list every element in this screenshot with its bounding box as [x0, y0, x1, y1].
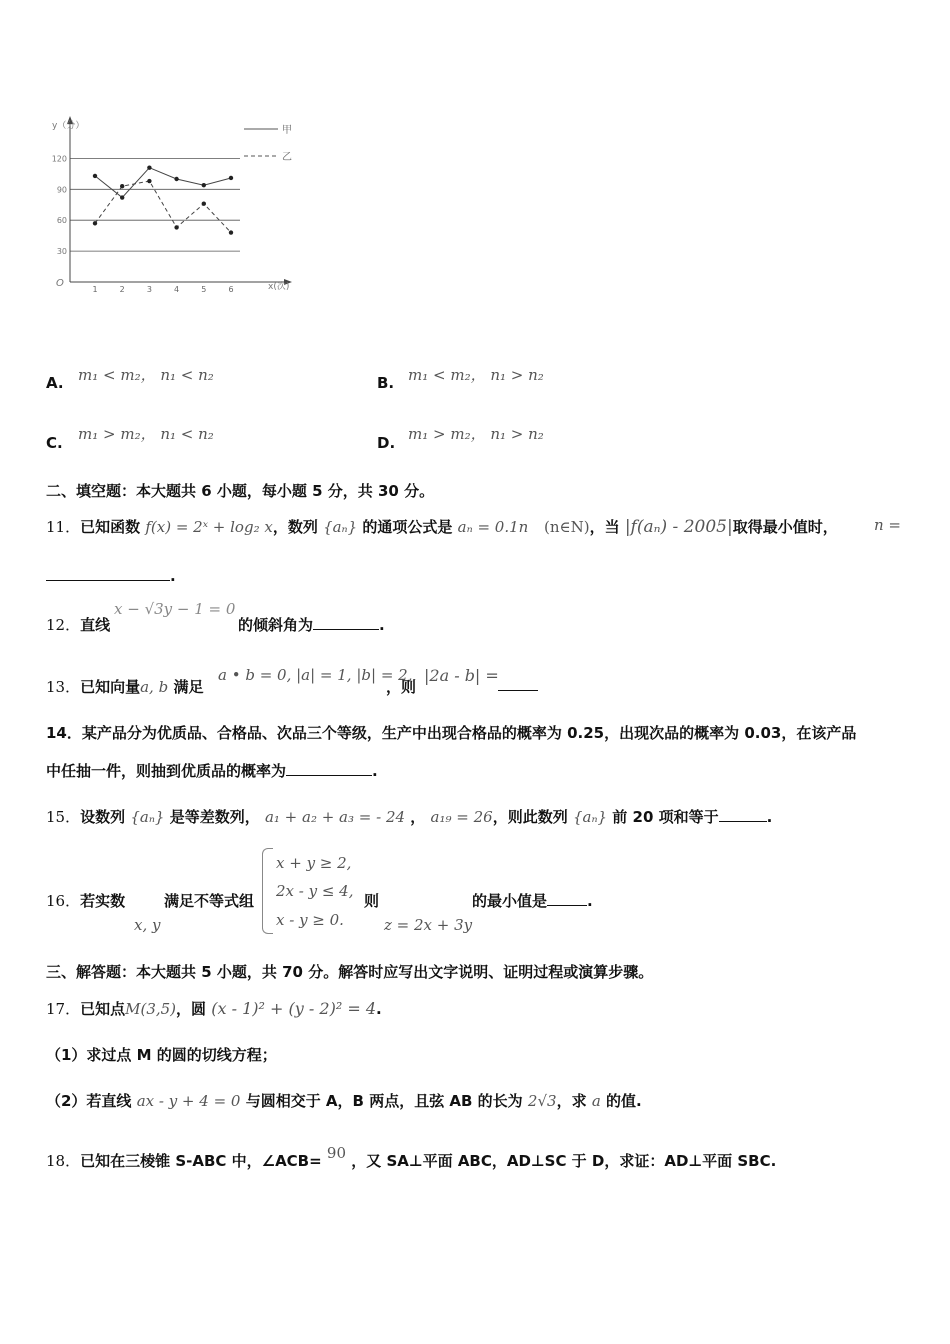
series-1-point-2	[120, 195, 124, 199]
q15-text3: ，	[410, 808, 426, 826]
legend	[244, 124, 292, 163]
q17-chord: 2√3	[527, 1092, 557, 1110]
y-axis-label: y（分）	[52, 121, 85, 131]
q13-text3: ，则	[386, 678, 417, 696]
q18-text1: 已知在三棱锥 S-ABC 中，∠ACB=	[80, 1152, 322, 1170]
question-12	[46, 614, 110, 635]
option-a	[46, 374, 64, 392]
section2-heading: 二、填空题：本大题共 6 小题，每小题 5 分，共 30 分。	[46, 482, 435, 500]
x-tick-2: 2	[119, 285, 125, 294]
option-c-expr: m₁ > m₂， n₁ < n₂	[78, 425, 214, 443]
option-b-expr: m₁ < m₂， n₁ > n₂	[408, 366, 544, 384]
series-line-1	[95, 168, 231, 198]
x-tick-4: 4	[174, 285, 180, 294]
option-b	[377, 374, 394, 392]
q11-text5: 取得最小值时，	[732, 518, 838, 536]
series-2-point-5	[202, 202, 206, 206]
q17-end: .	[376, 1000, 382, 1018]
q18-number: 18．	[46, 1152, 81, 1170]
y-tick-30: 30	[56, 247, 67, 257]
y-tick-120: 120	[51, 154, 67, 164]
q17-line-eq: ax - y + 4 = 0	[136, 1092, 241, 1110]
q15-text5: 前 20 项和等于	[612, 808, 719, 826]
q11-formula: aₙ = 0.1n	[457, 518, 529, 536]
chart-series	[93, 165, 233, 234]
question-16	[46, 890, 125, 911]
question-17	[46, 998, 382, 1019]
q17-part1: （1）求过点 M 的圆的切线方程；	[46, 1046, 277, 1064]
question-15	[46, 806, 772, 827]
q16-tail	[472, 890, 593, 911]
q13-text1: 已知向量	[80, 678, 141, 696]
question-18	[46, 1144, 777, 1171]
option-b-label: B.	[377, 374, 395, 392]
option-a-expr: m₁ < m₂， n₁ < n₂	[78, 366, 214, 384]
q17-part2-text3: ，求	[556, 1092, 587, 1110]
q15-sum: a₁ + a₂ + a₃ = - 24	[264, 808, 406, 826]
q16-z: z = 2x + 3y	[384, 916, 473, 934]
option-c-label: C.	[46, 434, 63, 452]
series-1-point-5	[202, 183, 206, 187]
q11-n-eq: n =	[874, 516, 901, 534]
option-d-expr: m₁ > m₂， n₁ > n₂	[408, 425, 544, 443]
option-c	[46, 434, 63, 452]
q16-text1: 若实数	[80, 892, 126, 910]
section3-heading: 三、解答题：本大题共 5 小题，共 70 分。解答时应写出文字说明、证明过程或演算步骤。	[46, 963, 654, 981]
x-tick-3: 3	[146, 285, 152, 294]
legend-label-jia: 甲	[282, 125, 292, 136]
x-tick-labels	[92, 285, 233, 294]
series-1-point-4	[174, 177, 178, 181]
q13-condition: a • b = 0, |a| = 1, |b| = 2,	[218, 666, 413, 684]
q16-ineq2: 2x - y ≤ 4,	[276, 882, 354, 900]
option-a-label: A.	[46, 374, 64, 392]
q11-function: f(x) = 2ˣ + log₂ x	[145, 518, 273, 536]
q12-text2: 的倾斜角为	[238, 616, 314, 634]
q18-text2: ，又 SA⊥平面 ABC，AD⊥SC 于 D，求证：AD⊥平面 SBC.	[351, 1152, 777, 1170]
q16-end: .	[587, 892, 593, 910]
series-2-point-1	[93, 221, 97, 225]
q11-answer	[46, 566, 176, 585]
x-tick-1: 1	[92, 285, 98, 294]
q17-point: M(3,5)	[125, 1000, 177, 1018]
series-2-point-3	[147, 179, 151, 183]
q16-text2: 满足不等式组	[164, 892, 255, 910]
q12-number: 12．	[46, 616, 81, 634]
q17-circle: (x - 1)² + (y - 2)² = 4	[211, 999, 376, 1018]
q15-sequence-2: {aₙ}	[572, 808, 608, 826]
q11-text1: 已知函数	[80, 518, 141, 536]
q15-a19: a₁₉ = 26	[430, 808, 493, 826]
q11-number: 11．	[46, 518, 81, 536]
q13-text2: 满足	[173, 678, 204, 696]
q12-end: .	[379, 616, 385, 634]
q15-number: 15．	[46, 808, 81, 826]
x-tick-5: 5	[201, 285, 207, 294]
series-1-point-3	[147, 165, 151, 169]
q16-brace	[262, 848, 273, 934]
q12-tail	[238, 614, 385, 635]
x-tick-6: 6	[228, 285, 234, 294]
q17-number: 17．	[46, 1000, 81, 1018]
q11-condition: (n∈N)	[543, 518, 590, 536]
q14-text: 中任抽一件，则抽到优质品的概率为	[46, 762, 287, 780]
question-11	[46, 516, 838, 537]
q15-text2: 是等差数列，	[169, 808, 260, 826]
q16-text3: 则	[364, 892, 380, 910]
score-line-chart	[40, 110, 310, 300]
q11-text3: 的通项公式是	[362, 518, 453, 536]
q13-vectors: a, b	[140, 678, 169, 696]
q12-text1: 直线	[80, 616, 111, 634]
option-d	[377, 434, 395, 452]
q14-line2	[46, 760, 378, 781]
q16-xy: x, y	[134, 916, 161, 934]
q11-text2: ，数列	[272, 518, 318, 536]
x-axis-label: x(次)	[268, 282, 290, 292]
q17-a: a	[591, 1092, 601, 1110]
q15-text4: ，则此数列	[492, 808, 568, 826]
y-tick-labels	[52, 154, 67, 256]
q14-line1: 14．某产品分为优质品、合格品、次品三个等级，生产中出现合格品的概率为 0.25，出现次品的概率为 0.03，在该产品	[46, 724, 857, 742]
q17-part2	[46, 1090, 642, 1111]
q17-text2: ，圆	[176, 1000, 207, 1018]
series-2-point-4	[174, 225, 178, 229]
q11-sequence: {aₙ}	[323, 518, 358, 536]
question-13	[46, 676, 203, 697]
q17-text1: 已知点	[80, 1000, 126, 1018]
q15-text1: 设数列	[80, 808, 126, 826]
chart-grid	[70, 158, 240, 251]
q16-number: 16．	[46, 892, 81, 910]
q12-equation: 𝑥 − √3𝑦 − 1 = 0	[114, 600, 236, 618]
option-d-label: D.	[377, 434, 396, 452]
q14-answer-blank[interactable]	[286, 761, 372, 776]
q11-end: .	[170, 567, 176, 585]
q13-answer-blank[interactable]	[498, 676, 538, 691]
origin-label: O	[56, 278, 64, 289]
q16-answer-blank[interactable]	[547, 891, 587, 906]
q15-end: .	[766, 808, 773, 826]
q17-part2-text4: 的值.	[606, 1092, 642, 1110]
q15-answer-blank[interactable]	[719, 807, 767, 822]
q13-number: 13．	[46, 678, 81, 696]
q14-end: .	[372, 762, 378, 780]
q13-tail	[386, 676, 416, 697]
q11-abs-expr: |f(aₙ) - 2005|	[624, 517, 733, 537]
q13-answer	[498, 676, 538, 695]
q16-ineq3: x - y ≥ 0.	[276, 911, 344, 929]
q16-ineq1: x + y ≥ 2,	[276, 854, 352, 872]
q17-part2-text2: 与圆相交于 A，B 两点，且弦 AB 的长为	[245, 1092, 523, 1110]
q11-answer-blank[interactable]	[46, 566, 170, 581]
series-1-point-1	[93, 174, 97, 178]
series-1-point-6	[229, 176, 233, 180]
series-line-2	[95, 181, 231, 233]
q16-text4: 的最小值是	[472, 892, 548, 910]
y-tick-90: 90	[56, 185, 67, 195]
legend-label-yi: 乙	[282, 152, 292, 163]
q15-sequence: {aₙ}	[130, 808, 165, 826]
q18-angle: 90	[326, 1144, 347, 1162]
q11-text4: ，当	[589, 518, 620, 536]
series-2-point-2	[120, 184, 124, 188]
y-tick-60: 60	[56, 216, 67, 226]
q13-expr: |2a - b| =	[424, 666, 499, 685]
q17-part2-text1: （2）若直线	[46, 1092, 132, 1110]
series-2-point-6	[229, 230, 233, 234]
q12-answer-blank[interactable]	[313, 615, 379, 630]
